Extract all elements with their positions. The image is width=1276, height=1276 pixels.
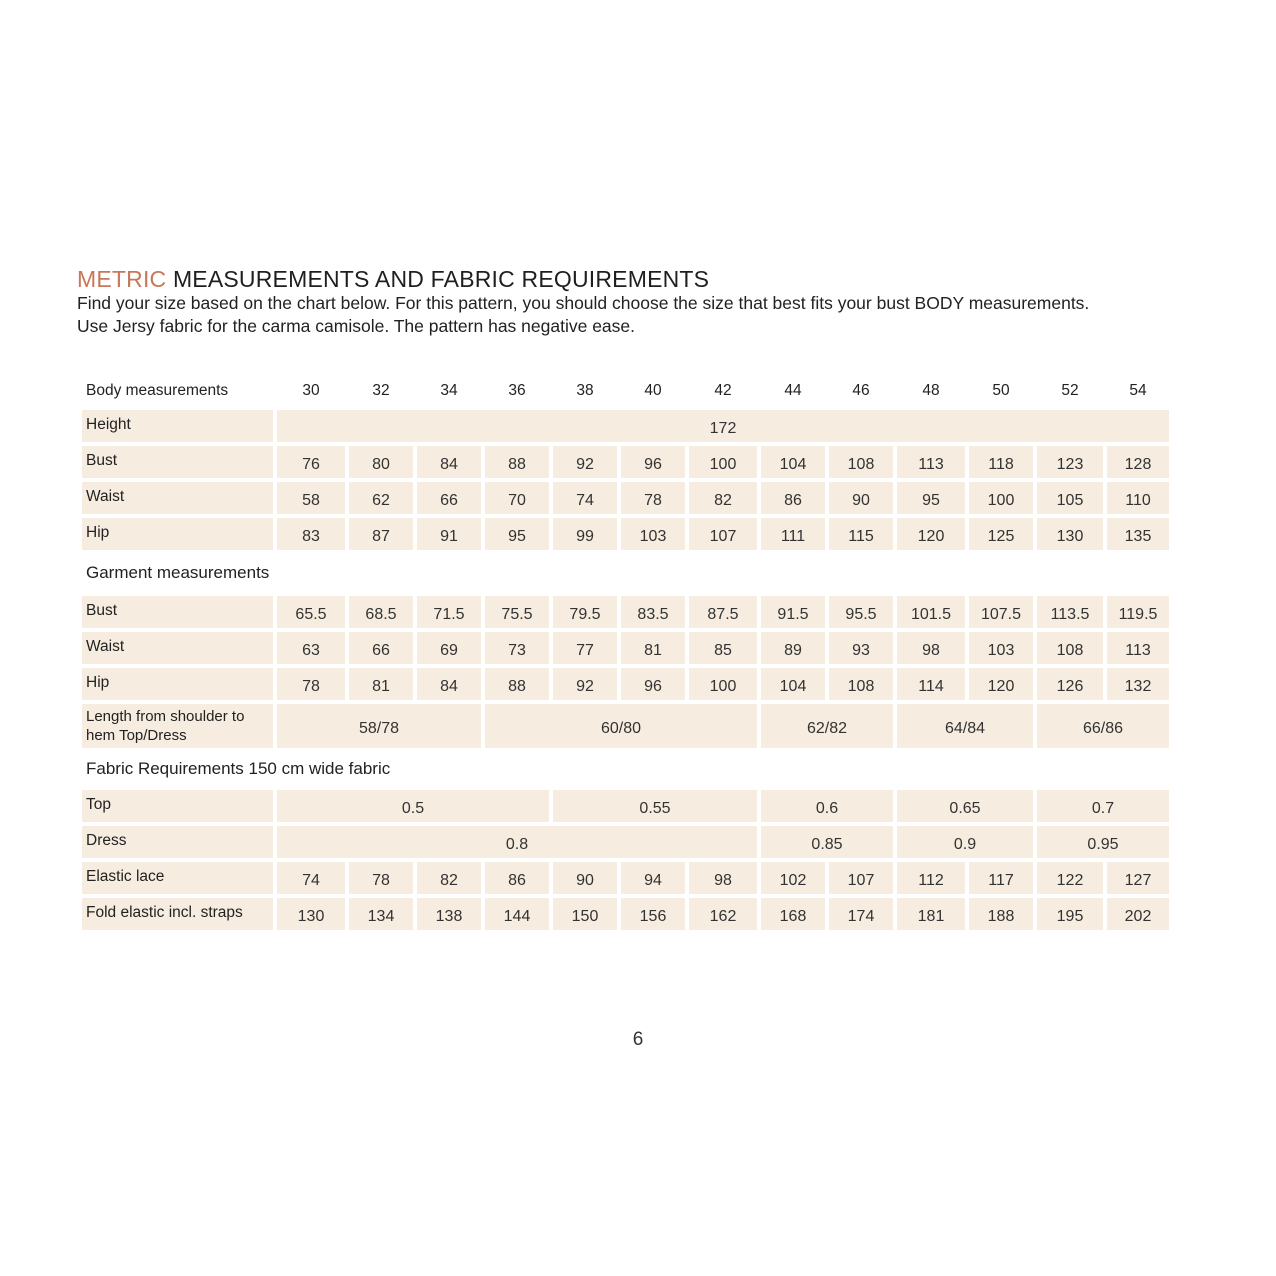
page-heading (77, 266, 709, 293)
body-cell: 100 (687, 444, 759, 480)
fabric-cell: 82 (415, 860, 483, 896)
fabric-cell: 86 (483, 860, 551, 896)
length-label-line-1: Length from shoulder to (86, 708, 245, 725)
fabric-cell: 134 (347, 896, 415, 932)
row-label-top: Top (80, 788, 275, 824)
garment-cell: 65.5 (275, 594, 347, 630)
size-header: 32 (372, 381, 390, 399)
length-group: 64/84 (895, 702, 1035, 750)
garment-cell: 108 (827, 666, 895, 702)
fabric-cell: 156 (619, 896, 687, 932)
garment-cell: 114 (895, 666, 967, 702)
body-cell: 78 (619, 480, 687, 516)
body-cell: 130 (1035, 516, 1105, 552)
body-cell: 100 (967, 480, 1035, 516)
body-cell: 80 (347, 444, 415, 480)
body-cell: 82 (687, 480, 759, 516)
garment-cell: 108 (1035, 630, 1105, 666)
intro-line-1: Find your size based on the chart below. For this pattern, you should choose the size that best fits your bust BODY measurements. (77, 293, 1090, 313)
body-cell: 104 (759, 444, 827, 480)
row-label-height: Height (80, 408, 275, 444)
length-group: 62/82 (759, 702, 895, 750)
body-cell: 95 (483, 516, 551, 552)
body-cell: 92 (551, 444, 619, 480)
fabric-cell: 90 (551, 860, 619, 896)
garment-cell: 103 (967, 630, 1035, 666)
fabric-cell: 130 (275, 896, 347, 932)
fabric-cell: 168 (759, 896, 827, 932)
garment-row-label: Hip (80, 666, 275, 702)
body-cell: 86 (759, 480, 827, 516)
heading-rest: MEASUREMENTS AND FABRIC REQUIREMENTS (172, 266, 710, 292)
body-cell: 70 (483, 480, 551, 516)
body-cell: 62 (347, 480, 415, 516)
fabric-requirements-header: Fabric Requirements 150 cm wide fabric (86, 759, 391, 778)
body-cell: 128 (1105, 444, 1171, 480)
garment-measurements-header: Garment measurements (86, 563, 270, 582)
heading-accent: METRIC (77, 266, 167, 292)
garment-cell: 66 (347, 630, 415, 666)
body-cell: 87 (347, 516, 415, 552)
fabric-cell: 174 (827, 896, 895, 932)
garment-cell: 126 (1035, 666, 1105, 702)
garment-cell: 92 (551, 666, 619, 702)
garment-cell: 98 (895, 630, 967, 666)
length-group: 58/78 (275, 702, 483, 750)
body-cell: 84 (415, 444, 483, 480)
fabric-cell: 94 (619, 860, 687, 896)
fabric-row-label: Elastic lace (80, 860, 275, 896)
body-cell: 113 (895, 444, 967, 480)
size-header: 50 (992, 381, 1010, 399)
page-number: 6 (632, 1029, 644, 1050)
body-cell: 125 (967, 516, 1035, 552)
garment-cell: 89 (759, 630, 827, 666)
fabric-cell: 112 (895, 860, 967, 896)
garment-cell: 113.5 (1035, 594, 1105, 630)
body-cell: 88 (483, 444, 551, 480)
fabric-cell: 127 (1105, 860, 1171, 896)
garment-cell: 101.5 (895, 594, 967, 630)
top-fabric-group: 0.55 (551, 788, 759, 824)
garment-cell: 93 (827, 630, 895, 666)
size-chart-table (80, 372, 1181, 932)
length-label-line-2: hem Top/Dress (86, 727, 187, 744)
row-label-dress: Dress (80, 824, 275, 860)
garment-cell: 75.5 (483, 594, 551, 630)
fabric-cell: 202 (1105, 896, 1171, 932)
length-group: 60/80 (483, 702, 759, 750)
body-cell: 118 (967, 444, 1035, 480)
body-cell: 58 (275, 480, 347, 516)
size-header: 34 (440, 381, 458, 399)
fabric-cell: 74 (275, 860, 347, 896)
fabric-row-label: Fold elastic incl. straps (80, 896, 275, 932)
garment-cell: 83.5 (619, 594, 687, 630)
top-fabric-group: 0.7 (1035, 788, 1171, 824)
size-header: 42 (714, 381, 732, 399)
top-fabric-group: 0.6 (759, 788, 895, 824)
body-cell: 83 (275, 516, 347, 552)
body-cell: 74 (551, 480, 619, 516)
garment-cell: 81 (619, 630, 687, 666)
garment-cell: 87.5 (687, 594, 759, 630)
garment-cell: 91.5 (759, 594, 827, 630)
body-cell: 115 (827, 516, 895, 552)
top-fabric-group: 0.65 (895, 788, 1035, 824)
dress-fabric-group: 0.9 (895, 824, 1035, 860)
garment-cell: 81 (347, 666, 415, 702)
fabric-cell: 195 (1035, 896, 1105, 932)
dress-fabric-group: 0.8 (275, 824, 759, 860)
garment-cell: 107.5 (967, 594, 1035, 630)
garment-cell: 79.5 (551, 594, 619, 630)
body-cell: 107 (687, 516, 759, 552)
garment-cell: 69 (415, 630, 483, 666)
body-measurements-header: Body measurements (86, 381, 229, 399)
garment-cell: 73 (483, 630, 551, 666)
body-cell: 110 (1105, 480, 1171, 516)
garment-cell: 120 (967, 666, 1035, 702)
top-fabric-group: 0.5 (275, 788, 551, 824)
body-cell: 95 (895, 480, 967, 516)
garment-cell: 84 (415, 666, 483, 702)
intro-line-2: Use Jersy fabric for the carma camisole. The pattern has negative ease. (77, 316, 636, 336)
garment-cell: 78 (275, 666, 347, 702)
body-cell: 103 (619, 516, 687, 552)
length-label (86, 707, 244, 745)
garment-cell: 71.5 (415, 594, 483, 630)
body-cell: 99 (551, 516, 619, 552)
fabric-cell: 181 (895, 896, 967, 932)
height-value: 172 (275, 408, 1171, 444)
body-cell: 66 (415, 480, 483, 516)
garment-cell: 63 (275, 630, 347, 666)
garment-cell: 77 (551, 630, 619, 666)
body-cell: 111 (759, 516, 827, 552)
size-header: 44 (784, 381, 802, 399)
body-cell: 135 (1105, 516, 1171, 552)
fabric-cell: 98 (687, 860, 759, 896)
fabric-cell: 122 (1035, 860, 1105, 896)
size-header: 36 (508, 381, 526, 399)
row-label-length (80, 702, 275, 750)
size-header: 46 (852, 381, 870, 399)
fabric-cell: 107 (827, 860, 895, 896)
garment-cell: 85 (687, 630, 759, 666)
size-header: 54 (1129, 381, 1147, 399)
size-header: 38 (576, 381, 594, 399)
garment-cell: 100 (687, 666, 759, 702)
garment-row-label: Bust (80, 594, 275, 630)
fabric-cell: 188 (967, 896, 1035, 932)
fabric-cell: 162 (687, 896, 759, 932)
garment-cell: 113 (1105, 630, 1171, 666)
garment-row-label: Waist (80, 630, 275, 666)
body-cell: 123 (1035, 444, 1105, 480)
body-cell: 108 (827, 444, 895, 480)
body-row-label: Hip (80, 516, 275, 552)
fabric-cell: 78 (347, 860, 415, 896)
fabric-cell: 102 (759, 860, 827, 896)
fabric-cell: 150 (551, 896, 619, 932)
body-cell: 105 (1035, 480, 1105, 516)
garment-cell: 88 (483, 666, 551, 702)
dress-fabric-group: 0.95 (1035, 824, 1171, 860)
size-header: 30 (302, 381, 320, 399)
body-cell: 120 (895, 516, 967, 552)
fabric-cell: 138 (415, 896, 483, 932)
size-header: 40 (644, 381, 662, 399)
garment-cell: 132 (1105, 666, 1171, 702)
body-cell: 76 (275, 444, 347, 480)
size-header: 48 (922, 381, 940, 399)
garment-cell: 119.5 (1105, 594, 1171, 630)
garment-cell: 104 (759, 666, 827, 702)
fabric-cell: 144 (483, 896, 551, 932)
body-row-label: Bust (80, 444, 275, 480)
dress-fabric-group: 0.85 (759, 824, 895, 860)
body-cell: 96 (619, 444, 687, 480)
body-cell: 91 (415, 516, 483, 552)
body-row-label: Waist (80, 480, 275, 516)
garment-cell: 95.5 (827, 594, 895, 630)
size-header: 52 (1061, 381, 1079, 399)
fabric-cell: 117 (967, 860, 1035, 896)
body-cell: 90 (827, 480, 895, 516)
garment-cell: 96 (619, 666, 687, 702)
garment-cell: 68.5 (347, 594, 415, 630)
length-group: 66/86 (1035, 702, 1171, 750)
